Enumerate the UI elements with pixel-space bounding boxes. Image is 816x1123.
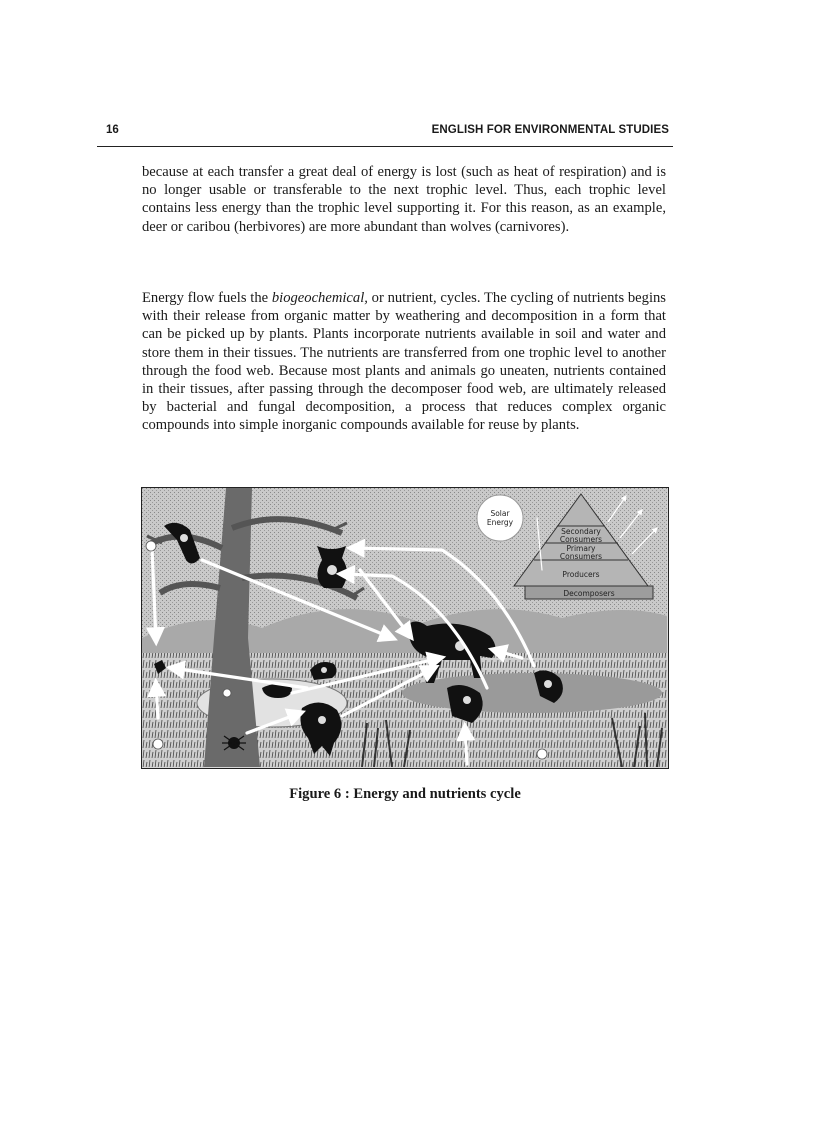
sun (477, 495, 523, 541)
p2-text-rest: or nutrient, cycles. The cycling of nutrients begins with their release from organic matter by weathering and decomposition in a form that can be picked up by plants. Plants incorporate nutrients available in soil and water and store them in their tissues. The nutrients are transferred from one trophic level to another through the food web. Because most plants and animals go uneaten, nutrients contained in their tissues, after passing through the decomposer food web, are ultimately released by bacterial and fungal decomposition, a process that reduces complex organic compounds into simple inorganic compounds available for reuse by plants. (142, 290, 666, 434)
paragraph-nutrient-cycles (142, 289, 666, 435)
paragraph-energy-transfer: because at each transfer a great deal of energy is lost (such as heat of respiration) and is no longer usable or transferable to the next trophic level. Thus, each trophic level contains less energy than the trophic level supporting it. For this reason, as an example, deer or caribou (herbivores) are more abundant than wolves (carnivores). (142, 164, 666, 235)
term-biogeochemical: biogeochemical, (271, 290, 368, 306)
owl (317, 546, 347, 588)
pyramid-producers: Producers (562, 570, 600, 579)
page-number: 16 (106, 124, 119, 136)
pond (402, 673, 662, 713)
pyramid-secondary-1: Secondary (561, 527, 601, 536)
pyramid-primary-1: Primary (566, 544, 596, 553)
sun-label-solar: Solar (490, 509, 510, 518)
pyramid-decomposers: Decomposers (563, 589, 615, 598)
pyramid-primary-2: Consumers (559, 552, 603, 561)
figure-caption: Figure 6 : Energy and nutrients cycle (289, 786, 521, 802)
page-header (97, 118, 673, 147)
food-web-illustration (141, 487, 669, 769)
sun-label-energy: Energy (486, 518, 514, 527)
p2-text-start: Energy flow fuels the (142, 290, 272, 306)
running-head: ENGLISH FOR ENVIRONMENTAL STUDIES (431, 124, 669, 136)
pyramid-secondary-2: Consumers (559, 535, 603, 544)
